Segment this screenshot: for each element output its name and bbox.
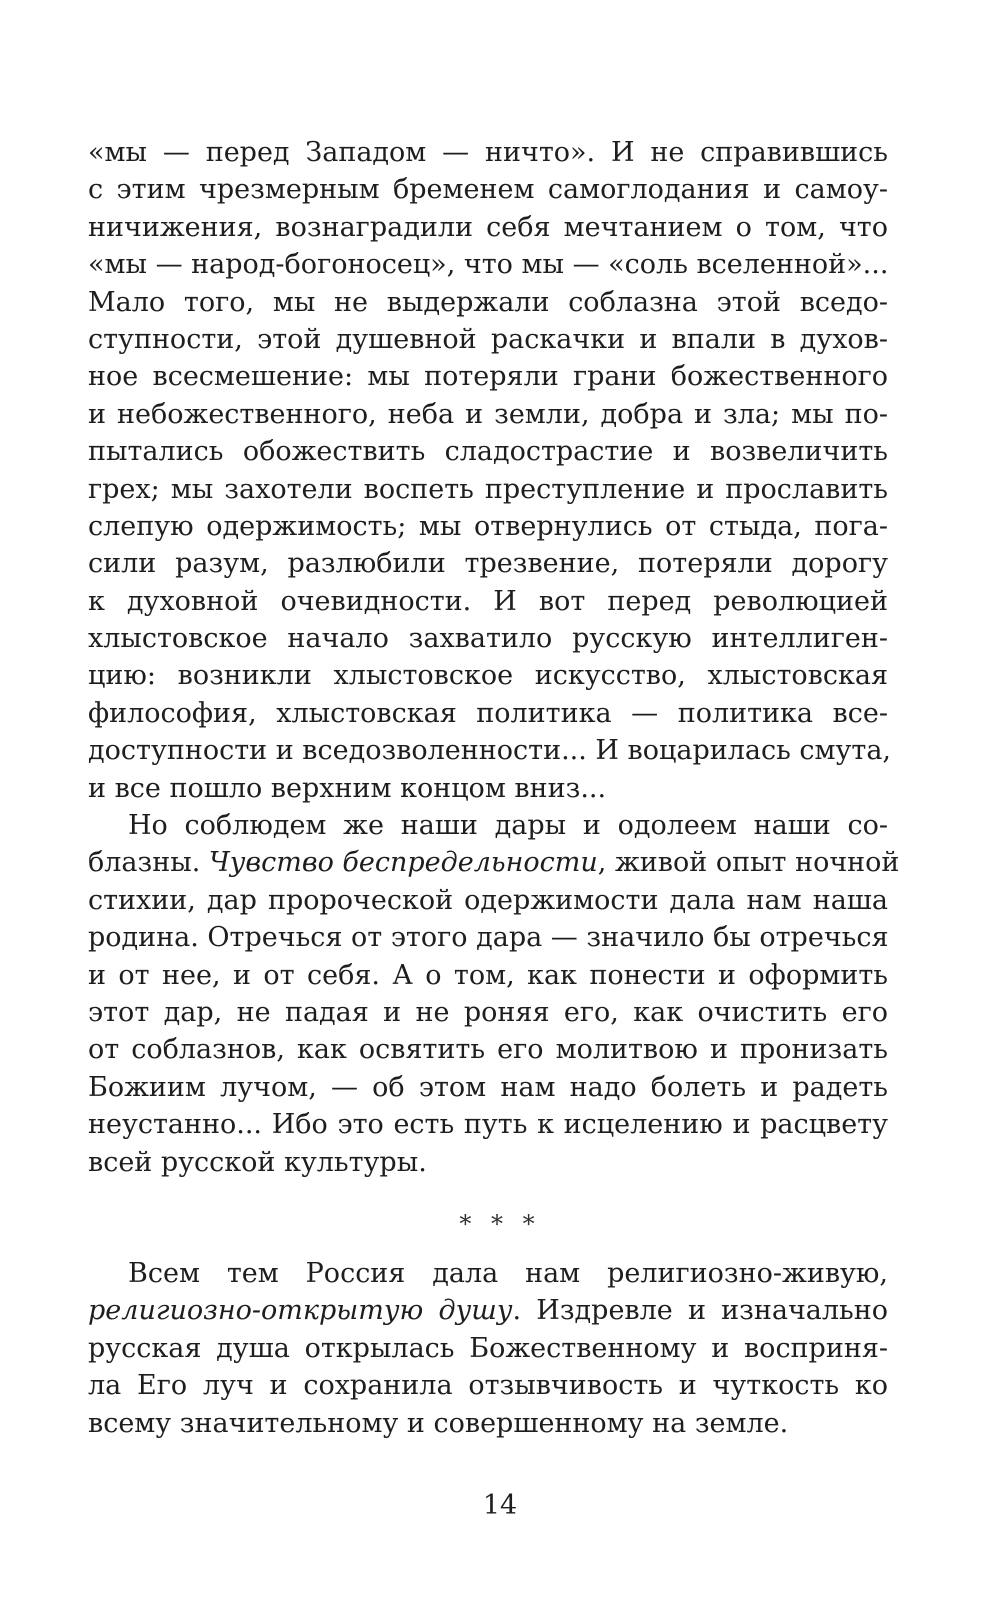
text-line: ступности, этой душевной раскачки и впали в духов- bbox=[88, 323, 888, 355]
text-line: философия, хлыстовская политика — политика все- bbox=[88, 697, 888, 729]
paragraph-1 bbox=[88, 134, 892, 807]
paragraph-3 bbox=[88, 1255, 888, 1442]
text-line: этот дар, не падая и не роняя его, как очистить его bbox=[88, 996, 888, 1028]
text-line: и от нее, и от себя. А о том, как понести и оформить bbox=[88, 959, 888, 991]
text-line: ничижения, вознаградили себя мечтанием о том, что bbox=[88, 211, 888, 243]
italic-emphasis: Чувство беспредельности bbox=[208, 847, 598, 879]
text-line: пытались обожествить сладострастие и возвеличить bbox=[88, 436, 888, 468]
text-line: грех; мы захотели воспеть преступление и прославить bbox=[88, 473, 888, 505]
text-line: ла Его луч и сохранила отзывчивость и чуткость ко bbox=[88, 1370, 888, 1402]
text-line: родина. Отречься от этого дара — значило бы отречься bbox=[88, 922, 889, 954]
text-line: Но соблюдем же наши дары и одолеем наши со- bbox=[128, 810, 888, 841]
text-line: слепую одержимость; мы отвернулись от стыда, пога- bbox=[88, 510, 888, 542]
text-line: русская душа открылась Божественному и восприня- bbox=[88, 1332, 888, 1364]
text-line: неустанно... Ибо это есть путь к исцелению и расцвету bbox=[88, 1109, 888, 1141]
text-line: Всем тем Россия дала нам религиозно-живую, bbox=[128, 1258, 888, 1289]
text-line: к духовной очевидности. И вот перед революцией bbox=[88, 585, 888, 617]
text-line: ное всесмешение: мы потеряли грани божественного bbox=[88, 361, 888, 393]
text-line: с этим чрезмерным бременем самоглодания и самоу- bbox=[88, 174, 888, 206]
page-number: 14 bbox=[482, 1490, 518, 1521]
text-line: «мы — перед Западом — ничто». И не справившись bbox=[88, 137, 888, 168]
text-line: стихии, дар пророческой одержимости дала нам наша bbox=[88, 884, 888, 916]
text-line: сили разум, разлюбили трезвение, потеряли дорогу bbox=[88, 548, 888, 580]
text-run: , живой опыт ночной bbox=[597, 847, 900, 879]
text-line: от соблазнов, как освятить его молитвою и пронизать bbox=[88, 1034, 888, 1066]
text-line: Мало того, мы не выдержали соблазна этой вседо- bbox=[88, 286, 888, 318]
text-line: доступности и вседозволенности... И воцарилась смута, bbox=[88, 735, 892, 767]
text-line: хлыстовское начало захватило русскую интеллиген- bbox=[88, 623, 888, 655]
text-line: всей русской культуры. bbox=[88, 1146, 427, 1178]
section-separator: * * * bbox=[459, 1210, 541, 1238]
text-run: блазны. bbox=[88, 847, 209, 879]
text-line-with-emphasis bbox=[88, 1292, 888, 1329]
text-line: Божиим лучом, — об этом нам надо болеть и радеть bbox=[88, 1071, 888, 1103]
text-line: и небожественного, неба и земли, добра и зла; мы по- bbox=[88, 398, 888, 430]
text-run: . Издревле и изначально bbox=[512, 1295, 888, 1327]
paragraph-2 bbox=[88, 807, 900, 1181]
text-line: «мы — народ-богоносец», что мы — «соль вселенной»... bbox=[88, 249, 889, 281]
text-line: и все пошло верхним концом вниз... bbox=[88, 772, 607, 804]
italic-emphasis: религиозно-открытую душу bbox=[88, 1295, 513, 1327]
text-line-with-emphasis bbox=[88, 844, 900, 881]
text-line: цию: возникли хлыстовское искусство, хлыстовская bbox=[88, 660, 888, 692]
text-line: всему значительному и совершенному на земле. bbox=[88, 1407, 789, 1439]
